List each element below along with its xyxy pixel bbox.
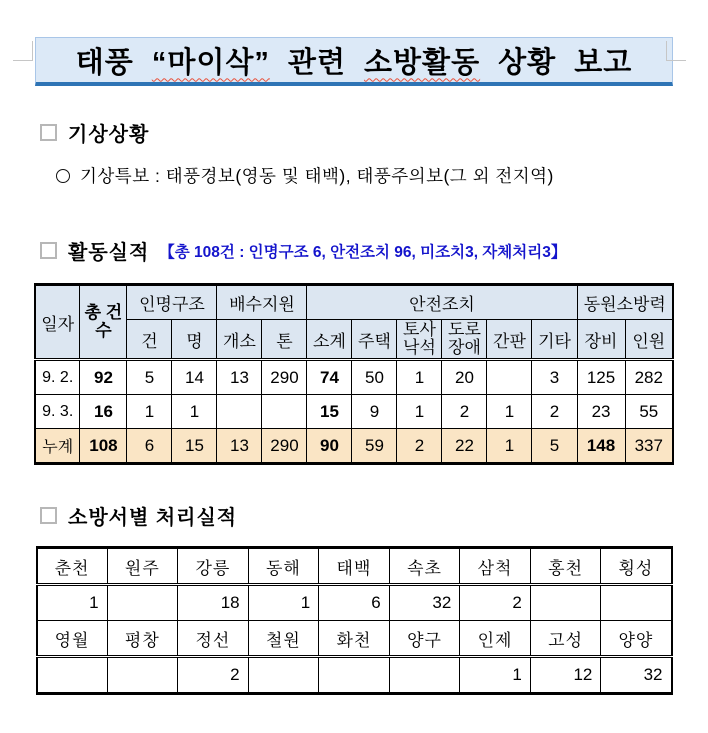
column-group-drain: 배수지원 [217,285,307,320]
table-cell: 2 [178,657,249,694]
column-header: 톤 [262,320,307,360]
page-title [76,40,633,81]
table-cell: 14 [172,360,217,395]
title-part3: 상황 보고 [480,46,633,79]
table-cell: 74 [307,360,352,395]
column-header: 홍천 [530,548,601,585]
table-cell: 108 [80,429,127,464]
table-cell: 6 [319,585,390,621]
column-header-date: 일자 [35,285,80,360]
column-header: 개소 [217,320,262,360]
weather-heading-label: 기상상황 [68,124,150,146]
table-cell: 148 [577,429,625,464]
circle-bullet-icon [56,169,70,183]
table-cell [601,585,672,621]
table-cell: 6 [127,429,172,464]
column-header: 횡성 [601,548,672,585]
table-cell: 23 [577,395,625,429]
square-bullet-icon [40,507,57,524]
column-header: 주택 [352,320,397,360]
table-cell: 1 [397,360,442,395]
table-cell: 12 [530,657,601,694]
page-corner-mark-left [13,41,33,61]
table-cell: 282 [625,360,673,395]
station-value-row-2 [37,657,672,694]
table-cell: 2 [532,395,577,429]
table-cell-date: 9. 3. [35,395,80,429]
activity-header-row-groups [35,285,673,320]
table-cell: 1 [127,395,172,429]
column-header: 태백 [319,548,390,585]
column-header: 삼척 [460,548,531,585]
table-cell: 55 [625,395,673,429]
table-cell: 32 [389,585,460,621]
column-header: 기타 [532,320,577,360]
table-cell: 337 [625,429,673,464]
column-header: 철원 [248,621,319,657]
column-group-force: 동원소방력 [577,285,673,320]
square-bullet-icon [40,242,57,259]
table-cell [319,657,390,694]
report-page [0,37,708,733]
title-typhoon-name: “마이삭” [151,46,270,79]
table-cell [217,395,262,429]
column-header: 건 [127,320,172,360]
title-activity-word: 소방활동 [364,46,481,79]
table-cell [530,585,601,621]
column-header: 속초 [389,548,460,585]
column-header: 인원 [625,320,673,360]
weather-special-report-text: 기상특보 : 태풍경보(영동 및 태백), 태풍주의보(그 외 전지역) [80,166,554,186]
table-cell: 9 [352,395,397,429]
table-cell: 15 [172,429,217,464]
column-header: 춘천 [37,548,108,585]
table-cell: 125 [577,360,625,395]
table-cell: 15 [307,395,352,429]
table-cell: 18 [178,585,249,621]
table-cell: 1 [397,395,442,429]
table-cell [248,657,319,694]
station-header-row-2 [37,621,672,657]
table-cell: 5 [127,360,172,395]
section-stations-heading [40,501,708,530]
table-cell: 22 [442,429,487,464]
column-header: 동해 [248,548,319,585]
table-cell: 1 [487,429,532,464]
column-header: 영월 [37,621,108,657]
table-cell: 13 [217,429,262,464]
column-header: 간판 [487,320,532,360]
table-cell: 90 [307,429,352,464]
activity-header-row-sub [35,320,673,360]
table-cell [107,585,178,621]
column-header: 양양 [601,621,672,657]
weather-special-report-line [56,163,708,188]
table-cell: 1 [460,657,531,694]
column-header: 정선 [178,621,249,657]
table-cell: 59 [352,429,397,464]
table-cell [107,657,178,694]
table-cell: 1 [487,395,532,429]
station-table [36,546,673,695]
square-bullet-icon [40,124,57,141]
column-group-rescue: 인명구조 [127,285,217,320]
stations-heading-label: 소방서별 처리실적 [68,507,238,529]
column-group-safety: 안전조치 [307,285,577,320]
table-cell: 1 [248,585,319,621]
table-cell: 2 [460,585,531,621]
station-value-row-1 [37,585,672,621]
table-cell: 1 [172,395,217,429]
column-header: 장비 [577,320,625,360]
column-header: 양구 [389,621,460,657]
title-part2: 관련 [269,46,365,79]
column-header-total: 총 건수 [80,285,127,360]
column-header: 토사낙석 [397,320,442,360]
column-header: 고성 [530,621,601,657]
table-cell: 32 [601,657,672,694]
table-cell-date: 9. 2. [35,360,80,395]
table-cell: 5 [532,429,577,464]
table-row-sep3 [35,395,673,429]
station-header-row-1 [37,548,672,585]
column-header: 원주 [107,548,178,585]
activity-table [34,283,674,465]
activity-heading-label: 활동실적 [68,242,150,264]
column-header: 인제 [460,621,531,657]
table-cell: 2 [442,395,487,429]
table-cell: 1 [37,585,108,621]
table-cell [389,657,460,694]
table-cell: 290 [262,360,307,395]
table-cell-label: 누계 [35,429,80,464]
table-cell: 13 [217,360,262,395]
column-header: 화천 [319,621,390,657]
table-cell: 20 [442,360,487,395]
table-cell: 16 [80,395,127,429]
table-cell [262,395,307,429]
activity-summary-text: 【총 108건 : 인명구조 6, 안전조치 96, 미조치3, 자체처리3】 [159,243,567,261]
table-row-cumulative [35,429,673,464]
column-header: 도로장애 [442,320,487,360]
section-weather-heading [40,118,708,147]
column-header: 평창 [107,621,178,657]
title-part1: 태풍 [75,46,152,79]
table-cell: 92 [80,360,127,395]
table-cell [487,360,532,395]
section-activity-heading [40,236,708,265]
report-title-banner [35,37,673,86]
column-header: 소계 [307,320,352,360]
table-cell: 3 [532,360,577,395]
table-cell: 290 [262,429,307,464]
table-cell: 50 [352,360,397,395]
page-corner-mark-right [666,41,686,61]
table-cell: 2 [397,429,442,464]
column-header: 명 [172,320,217,360]
column-header: 강릉 [178,548,249,585]
table-row-sep2 [35,360,673,395]
table-cell [37,657,108,694]
